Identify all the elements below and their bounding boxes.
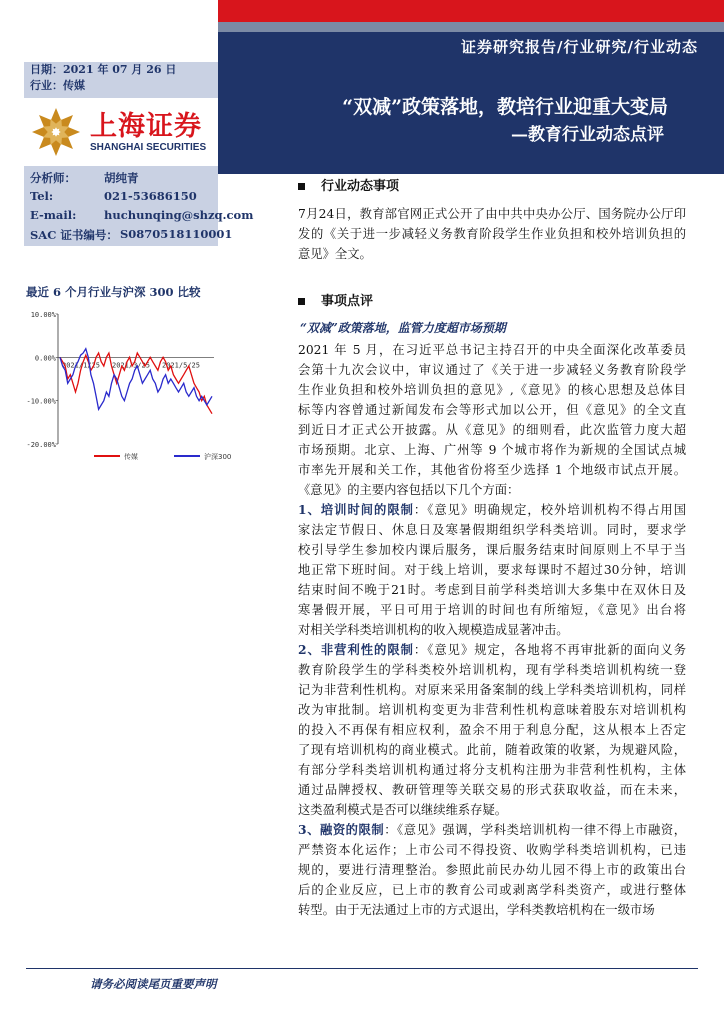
report-date: 日期：2021 年 07 月 26 日 (30, 63, 177, 76)
y-tick-label: -10.00% (26, 397, 56, 406)
x-tick-label: 2021/3/25 (112, 361, 150, 370)
point-heading: 3、融资的限制 (298, 822, 385, 837)
footer-divider (26, 968, 698, 969)
paragraph-nonprofit (298, 640, 686, 820)
sac-label: SAC 证书编号： (30, 228, 118, 242)
point-heading: 1、培训时间的限制 (298, 502, 414, 517)
report-industry: 行业：传媒 (30, 79, 85, 92)
text-line: 家法定节假日、休息日及寒暑假期组织学科类培训。同时，要求学 (298, 523, 686, 537)
text-line: 7月24日，教育部官网正式公开了由中共中央办公厅、国务院办公厅印 (298, 207, 686, 221)
text-line: 校引导学生参加校内课后服务，课后服务结束时间原则上不早于当 (298, 543, 686, 557)
logo-emblem-icon (30, 106, 82, 158)
text-line: 2021 年 5 月，在习近平总书记主持召开的中央全面深化改革委员 (298, 343, 686, 357)
tel-value: 021-53686150 (104, 189, 197, 203)
section-heading-events: 行业动态事项 (298, 175, 399, 194)
point-heading: 2、非营利性的限制 (298, 642, 414, 657)
text-line: 市率先开展和关工作，其他省份将至少选择 1 个地级市试点开展。 (298, 463, 686, 477)
title-band (218, 62, 724, 174)
text-line: 3、融资的限制：《意见》强调，学科类培训机构一律不得上市融资， (298, 822, 686, 837)
comparison-chart (24, 306, 232, 466)
y-tick-label: 10.00% (30, 311, 56, 319)
analyst-info (24, 166, 254, 246)
text-line: 通过品牌授权、教研管理等关联交易的形式获取收益，而在未来， (298, 783, 686, 797)
sac-value: S0870518110001 (120, 227, 233, 241)
report-title: “双减”政策落地，教培行业迎重大变局 (342, 96, 668, 118)
chart-title: 最近 6 个月行业与沪深 300 比较 (26, 285, 201, 299)
logo-text-en: SHANGHAI SECURITIES (90, 142, 207, 153)
report-meta (24, 62, 218, 98)
text-line: 后的企业反应，已上市的教育公司或剥离学科类资产，或进行整体 (298, 883, 686, 897)
text-line: 结束时间不晚于21时。考虑到目前学科类培训大多集中在双休日及 (298, 583, 686, 597)
logo-text-cn: 上海证券 (90, 111, 202, 142)
email-label: E-mail: (30, 208, 77, 222)
footer-disclaimer: 请务必阅读尾页重要声明 (90, 977, 217, 991)
text-line: 1、培训时间的限制：《意见》明确规定，校外培训机构不得占用国 (298, 502, 686, 517)
text-line: 标等内容曾通过新闻发布会等形式加以公开，但《意见》的全文直 (298, 403, 686, 417)
text-line: 意见》全文。 (298, 247, 372, 261)
company-logo (24, 98, 218, 166)
bullet-square-icon (298, 183, 305, 190)
text-line: 的投入不再保有相应权利，盈余不用于利息分配，这从根本上否定 (298, 723, 686, 737)
text-line: 了现有培训机构的商业模式。此前，随着政策的收紧，为规避风险， (298, 743, 686, 757)
analyst-label: 分析师： (30, 171, 76, 185)
text-line: 这类盈利模式是否可以继续维系存疑。 (298, 803, 508, 817)
paragraph-overview (298, 340, 686, 500)
paragraph-financing (298, 820, 686, 920)
header-gray-bar (218, 22, 724, 32)
chart-svg (24, 306, 232, 466)
text-line: 规的，要进行清理整治。参照此前民办幼儿园不得上市的政策出台 (298, 863, 686, 877)
text-line: 《意见》的主要内容包括以下几个方面： (298, 483, 520, 497)
text-line: 会第十九次会议中，审议通过了《关于进一步减轻义务教育阶段学 (298, 363, 686, 377)
section-heading-comment: 事项点评 (298, 290, 373, 309)
comment-subheading: “双减”政策落地，监管力度超市场预期 (300, 321, 506, 335)
text-line: 地正常下班时间。对于线上培训，要求每课时不超过30分钟，培训 (298, 563, 686, 577)
report-category: 证券研究报告/行业研究/行业动态 (461, 38, 698, 56)
text-line: 对相关学科类培训机构的收入规模造成显著冲击。 (298, 623, 569, 637)
x-tick-label: 2021/5/25 (162, 361, 200, 370)
text-line: 到近日才正式公开披露。从《意见》的细则看，此次监管力度大超 (298, 423, 686, 437)
header-category-bar (218, 32, 724, 62)
y-tick-label: -20.00% (26, 441, 56, 449)
text-line: 记为非营利性机构。对原来采用备案制的线上学科类培训机构，同样 (298, 683, 686, 697)
text-line: 市场预期。北京、上海、广州等 9 个城市将作为新规的全国试点城 (298, 443, 686, 457)
text-line: 寒暑假开展，平日可用于培训的时间也有所缩短，《意见》出台将 (298, 603, 686, 617)
text-line: 严禁资本化运作；上市公司不得投资、收购学科类培训机构，已违 (298, 843, 686, 857)
header-red-bar (218, 0, 724, 22)
text-line: 2、非营利性的限制：《意见》规定，各地将不再审批新的面向义务 (298, 642, 686, 657)
text-line: 改为审批制。培训机构变更为非营利性机构意味着股东对培训机构 (298, 703, 686, 717)
text-line: 有部分学科类培训机构通过将分支机构注册为非营利性机构，主体 (298, 763, 686, 777)
events-paragraph (298, 204, 686, 264)
y-tick-label: 0.00% (34, 354, 56, 363)
text-line: 发的《关于进一步减轻义务教育阶段学生作业负担和校外培训负担的 (298, 227, 686, 241)
bullet-square-icon (298, 298, 305, 305)
x-tick-label: 2021/1/25 (62, 361, 100, 370)
report-subtitle: —教育行业动态点评 (511, 125, 664, 145)
email-value: huchunqing@shzq.com (104, 208, 254, 222)
text-line: 转型。由于无法通过上市的方式退出，学科类教培机构在一级市场 (298, 903, 655, 917)
text-line: 生作业负担和校外培训负担的意见》,《意见》的核心思想及总体目 (298, 383, 686, 397)
legend-label: 传媒 (124, 453, 138, 461)
analyst-name: 胡纯青 (104, 171, 139, 185)
paragraph-time-limit (298, 500, 686, 640)
tel-label: Tel: (30, 189, 54, 203)
legend-label: 沪深300 (204, 453, 232, 461)
text-line: 教育阶段学生的学科类校外培训机构，现有学科类培训机构统一登 (298, 663, 686, 677)
